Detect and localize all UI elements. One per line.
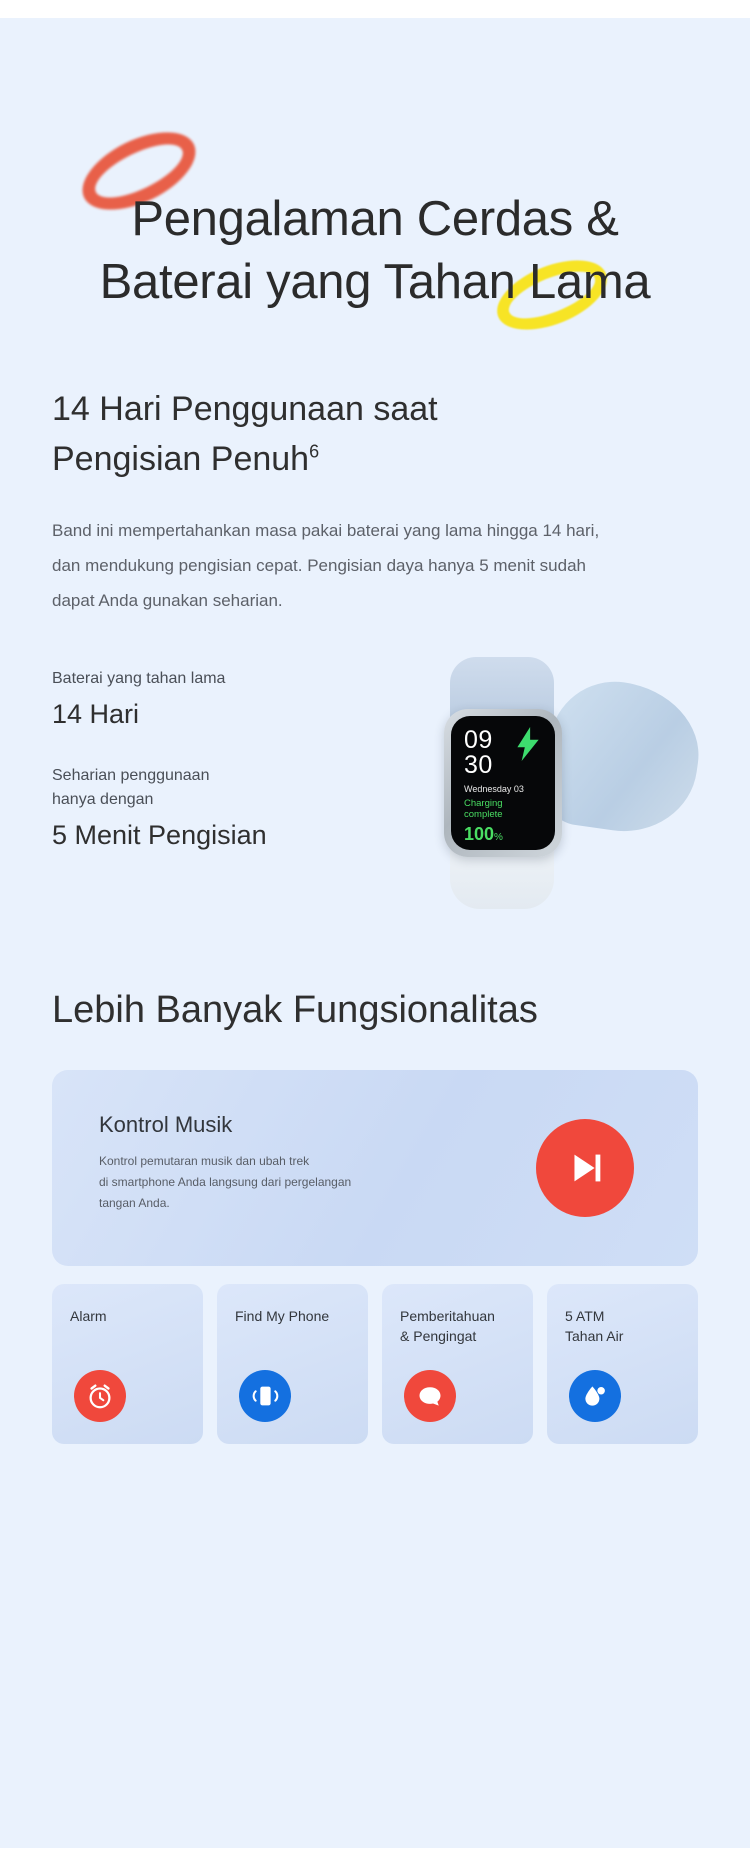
feature-water-line1: 5 ATM xyxy=(565,1307,605,1324)
notification-bubble-glyph xyxy=(416,1382,444,1410)
play-next-icon[interactable] xyxy=(536,1119,634,1217)
feature-card-notifications-label xyxy=(400,1306,533,1347)
battery-stats-block xyxy=(52,667,698,917)
hero-title xyxy=(0,188,750,313)
feature-card-find-my-phone-label xyxy=(235,1306,368,1326)
watch-charging-status xyxy=(464,798,555,822)
battery-stat2-label-line2: hanya dengan xyxy=(52,790,154,808)
music-card-description xyxy=(99,1151,399,1214)
battery-title-line2: Pengisian Penuh xyxy=(52,439,310,478)
hero-title-line1: Pengalaman Cerdas & xyxy=(131,192,619,246)
feature-notif-line1: Pemberitahuan xyxy=(400,1307,495,1324)
watch-charging-line2: complete xyxy=(464,809,503,821)
feature-card-water-resistance-label xyxy=(565,1306,698,1347)
music-desc-line1: Kontrol pemutaran musik dan ubah trek xyxy=(99,1153,310,1168)
battery-section-title xyxy=(52,385,698,484)
feature-card-row xyxy=(52,1284,698,1444)
music-card-title: Kontrol Musik xyxy=(99,1111,233,1137)
battery-section-body: Band ini mempertahankan masa pakai baterai yang lama hingga 14 hari, dan mendukung pengisian cepat. Pengisian daya hanya 5 menit sudah dapat Anda gunakan seharian. xyxy=(52,521,600,610)
features-section-title: Lebih Banyak Fungsionalitas xyxy=(52,988,538,1031)
watch-strap-side xyxy=(538,673,707,840)
battery-title-line1: 14 Hari Penggunaan saat xyxy=(52,390,438,429)
notification-bubble-icon xyxy=(404,1370,456,1422)
features-section xyxy=(0,917,750,1444)
hero-title-line2: Baterai yang Tahan Lama xyxy=(99,254,651,309)
battery-stat2-label-line1: Seharian penggunaan xyxy=(52,766,210,784)
watch-percent-value: 100 xyxy=(464,824,495,845)
battery-stat1-label: Baterai yang tahan lama xyxy=(52,669,226,687)
find-my-phone-glyph xyxy=(250,1381,280,1411)
feature-card-find-my-phone[interactable] xyxy=(217,1284,368,1444)
watch-charging-line1: Charging xyxy=(464,797,503,809)
feature-alarm-line1: Alarm xyxy=(70,1307,107,1324)
watch-date: Wednesday 03 xyxy=(464,783,524,794)
watch-percent-unit: % xyxy=(494,832,503,844)
feature-water-line2: Tahan Air xyxy=(565,1327,624,1344)
watch-time-minute: 30 xyxy=(464,751,493,780)
feature-card-water-resistance[interactable] xyxy=(547,1284,698,1444)
feature-card-alarm-label xyxy=(70,1306,203,1326)
music-control-card[interactable] xyxy=(52,1070,698,1266)
feature-notif-line2: & Pengingat xyxy=(400,1327,477,1344)
play-next-glyph xyxy=(562,1145,608,1191)
water-drop-icon xyxy=(569,1370,621,1422)
alarm-clock-icon xyxy=(74,1370,126,1422)
content-canvas xyxy=(0,18,750,1848)
water-drop-glyph xyxy=(581,1382,609,1410)
hero-section xyxy=(0,18,750,313)
feature-find-line1: Find My Phone xyxy=(235,1307,330,1324)
feature-card-alarm[interactable] xyxy=(52,1284,203,1444)
battery-section xyxy=(0,313,750,916)
watch-body xyxy=(444,709,562,857)
battery-title-footnote: 6 xyxy=(309,441,320,462)
alarm-clock-glyph xyxy=(85,1381,115,1411)
music-desc-line2: di smartphone Anda langsung dari pergelangan xyxy=(99,1174,352,1189)
battery-stat2-value: 5 Menit Pengisian xyxy=(52,819,267,850)
feature-card-notifications[interactable] xyxy=(382,1284,533,1444)
watch-battery-percent xyxy=(464,824,555,845)
lightning-bolt-icon xyxy=(515,727,541,761)
battery-stat1-value: 14 Hari xyxy=(52,698,140,729)
music-desc-line3: tangan Anda. xyxy=(99,1195,170,1210)
find-my-phone-icon xyxy=(239,1370,291,1422)
watch-time-hour: 09 xyxy=(464,725,493,754)
smartwatch-illustration xyxy=(436,657,704,907)
watch-screen xyxy=(451,716,555,850)
